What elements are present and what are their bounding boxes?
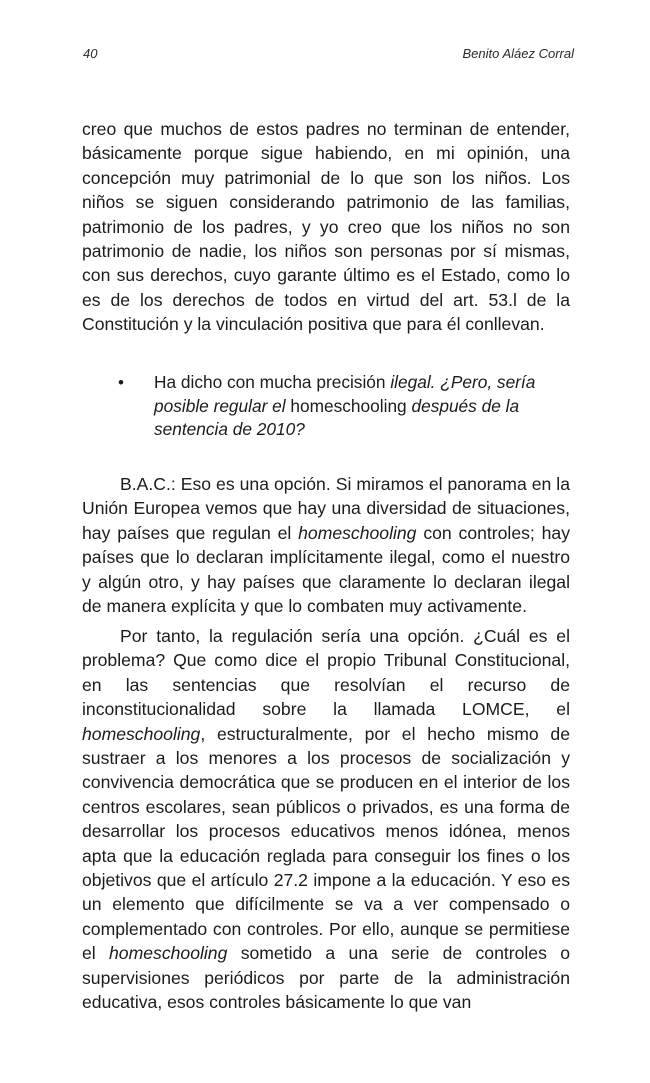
speaker-initials: B.A.C.: <box>120 474 176 494</box>
paragraph-1 <box>82 117 570 337</box>
paragraph-2-text <box>82 472 570 618</box>
paragraph-3-term-1: homeschooling <box>82 723 201 744</box>
paragraph-1-text: creo que muchos de estos padres no terminan de entender, básicamente porque sigue habiendo, en mi opinión, una concepción muy patrimonial de lo que son los niños. Los niños se siguen considerando patrimonio de las familias, patrimonio de los padres, y yo creo que los niños no son patrimonio de nadie, los niños son personas por sí mismas, con sus derechos, cuyo garante último es el Estado, como lo es de los derechos de todos en virtud del art. 53.l de la Constitución y la vinculación positiva que para él conllevan. <box>82 119 570 335</box>
paragraph-2-term: homeschooling <box>298 522 417 543</box>
paragraph-2 <box>82 472 570 618</box>
question-part-1: Ha dicho con mucha precisión <box>154 372 391 392</box>
page-header <box>83 46 574 61</box>
page-number: 40 <box>83 46 98 61</box>
paragraph-3-text-b: , estructuralmente, por el hecho mismo de sustraer a los menores a los procesos de socialización y convivencia democrática que se producen en el interior de los centros escolares, sean públicos o privados, es una forma de desarrollar los procesos educativos menos idónea, menos apta que la educación reglada para conseguir los fines o los objetivos que el artículo 27.2 impone a la educación. Y eso es un elemento que difícilmente se va a ver compensado o complementado con controles. Por ello, aunque se permitiese el <box>82 723 570 964</box>
question-term: homeschooling <box>290 395 407 416</box>
paragraph-3 <box>82 624 570 1015</box>
paragraph-3-text-a: Por tanto, la regulación sería una opción. ¿Cuál es el problema? Que como dice el propio Tribunal Constitucional, en las sentencias que resolvían el recurso de inconstitucionalidad sobre la llamada LOMCE, el <box>82 626 570 720</box>
running-title: Benito Aláez Corral <box>462 46 574 61</box>
paragraph-3-text-c: sometido a una serie de controles o supervisiones periódicos por parte de la administración educativa, esos controles básicamente lo que van <box>82 943 570 1013</box>
question-text <box>154 371 570 442</box>
interview-question <box>118 371 570 442</box>
paragraph-3-term-2: homeschooling <box>109 943 228 964</box>
paragraph-3-text <box>82 624 570 1015</box>
paragraph-2-text-a: Eso es una opción. Si miramos el panorama en la Unión Europea vemos que hay una diversidad de situaciones, hay países que regulan el <box>82 474 570 543</box>
question-part-4: después de la sentencia de 2010? <box>154 395 520 440</box>
paragraph-2-text-b: con controles; hay países que lo declaran implícitamente ilegal, como el nuestro y algún otro, y hay países que claramente lo declaran ilegal de manera explícita y que lo combaten muy activamente. <box>82 522 570 617</box>
bullet-icon: • <box>118 373 124 392</box>
question-part-2: ilegal. ¿Pero, sería posible regular el <box>154 372 536 416</box>
